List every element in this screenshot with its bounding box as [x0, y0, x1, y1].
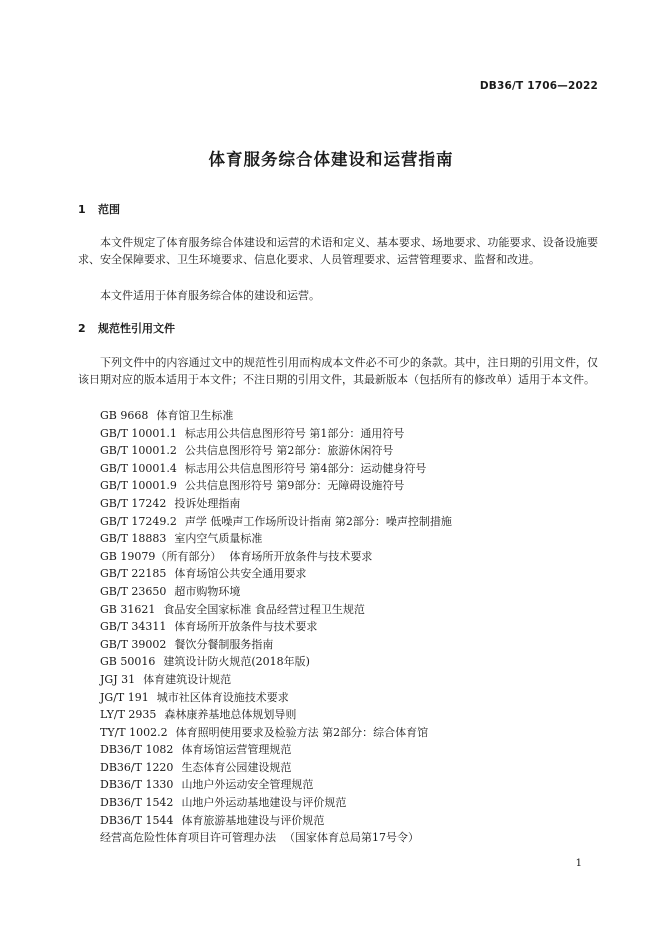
- reference-item: [100, 425, 452, 443]
- reference-title: 标志用公共信息图形符号 第1部分：通用符号: [184, 426, 405, 440]
- reference-title: 城市社区体育设施技术要求: [156, 690, 289, 704]
- scope-applicability-paragraph: 本文件适用于体育服务综合体的建设和运营。: [100, 289, 320, 302]
- reference-title: 生态体育公园建设规范: [181, 760, 292, 774]
- reference-item: [100, 794, 452, 812]
- reference-title: 森林康养基地总体规划导则: [164, 708, 297, 722]
- reference-code: DB36/T 1220: [100, 760, 174, 774]
- reference-title: 餐饮分餐制服务指南: [174, 637, 274, 651]
- reference-code: GB/T 17249.2: [100, 514, 177, 528]
- reference-code: DB36/T 1544: [100, 813, 174, 827]
- reference-item: [100, 706, 452, 724]
- reference-code: GB 9668: [100, 409, 149, 422]
- reference-item: [100, 565, 452, 583]
- reference-code: GB/T 22185: [100, 567, 167, 581]
- section-title: 范围: [98, 203, 120, 216]
- reference-code: DB36/T 1330: [100, 778, 174, 792]
- reference-item: [100, 653, 452, 671]
- references-intro-paragraph: 下列文件中的内容通过文中的规范性引用而构成本文件必不可少的条款。其中，注日期的引用文件，仅该日期对应的版本适用于本文件；不注日期的引用文件，其最新版本（包括所有的修改单）适用于本文件。: [78, 356, 598, 386]
- reference-title: 超市购物环境: [174, 584, 241, 598]
- reference-title: 体育照明使用要求及检验方法 第2部分：综合体育馆: [175, 725, 429, 739]
- reference-item: [100, 776, 452, 794]
- standard-code: DB36/T 1706—2022: [479, 80, 598, 92]
- section-heading-normative-references: [78, 320, 175, 336]
- reference-item: [100, 442, 452, 460]
- reference-code: GB/T 23650: [100, 584, 167, 598]
- reference-title: 声学 低噪声工作场所设计指南 第2部分：噪声控制措施: [184, 514, 452, 528]
- reference-code: GB/T 34311: [100, 620, 167, 634]
- reference-item: [100, 460, 452, 478]
- reference-item: [100, 477, 452, 495]
- reference-item: [100, 741, 452, 759]
- reference-title: 投诉处理指南: [174, 496, 241, 510]
- reference-code: GB/T 10001.2: [100, 444, 177, 458]
- reference-title: 体育场馆公共安全通用要求: [174, 567, 307, 581]
- reference-item: [100, 407, 452, 425]
- reference-item: [100, 618, 452, 636]
- reference-code: JGJ 31: [100, 672, 136, 686]
- reference-title: 体育馆卫生标准: [156, 409, 234, 422]
- page-number: 1: [575, 858, 582, 869]
- reference-title: 公共信息图形符号 第9部分：无障碍设施符号: [184, 479, 405, 493]
- reference-item: [100, 548, 452, 566]
- section-number: 2: [78, 322, 86, 335]
- reference-item: [100, 513, 452, 531]
- reference-item: [100, 812, 452, 830]
- reference-code: GB/T 10001.4: [100, 461, 177, 475]
- reference-code: GB/T 18883: [100, 532, 167, 546]
- section-title: 规范性引用文件: [98, 322, 175, 335]
- reference-code: 经营高危险性体育项目许可管理办法: [100, 831, 276, 845]
- reference-title: 山地户外运动基地建设与评价规范: [181, 796, 347, 810]
- reference-item: [100, 601, 452, 619]
- reference-title: 建筑设计防火规范(2018年版): [163, 655, 310, 669]
- reference-title: 标志用公共信息图形符号 第4部分：运动健身符号: [184, 461, 427, 475]
- reference-code: GB/T 17242: [100, 496, 167, 510]
- reference-item: [100, 583, 452, 601]
- reference-item: [100, 724, 452, 742]
- reference-item: [100, 829, 452, 847]
- reference-code: LY/T 2935: [100, 708, 157, 722]
- reference-code: GB 19079（所有部分）: [100, 549, 222, 563]
- reference-title: 体育建筑设计规范: [143, 672, 232, 686]
- reference-item: [100, 689, 452, 707]
- reference-item: [100, 530, 452, 548]
- reference-item: [100, 636, 452, 654]
- reference-item: [100, 495, 452, 513]
- reference-title: 室内空气质量标准: [174, 532, 263, 546]
- reference-code: TY/T 1002.2: [100, 725, 168, 739]
- reference-code: GB/T 10001.1: [100, 426, 177, 440]
- section-number: 1: [78, 203, 86, 216]
- reference-title: 体育旅游基地建设与评价规范: [181, 813, 325, 827]
- reference-code: DB36/T 1082: [100, 743, 174, 757]
- reference-code: GB 50016: [100, 655, 156, 669]
- reference-code: DB36/T 1542: [100, 796, 174, 810]
- section-heading-scope: [78, 201, 120, 217]
- reference-code: GB 31621: [100, 602, 156, 616]
- scope-paragraph: 本文件规定了体育服务综合体建设和运营的术语和定义、基本要求、场地要求、功能要求、设备设施要求、安全保障要求、卫生环境要求、信息化要求、人员管理要求、运营管理要求、监督和改进。: [78, 236, 598, 266]
- reference-code: GB/T 10001.9: [100, 479, 177, 493]
- reference-title: 体育场馆运营管理规范: [181, 743, 292, 757]
- reference-title: 体育场所开放条件与技术要求: [229, 549, 373, 563]
- reference-title: 体育场所开放条件与技术要求: [174, 620, 318, 634]
- document-title: 体育服务综合体建设和运营指南: [208, 150, 454, 169]
- reference-title: （国家体育总局第17号令）: [284, 831, 419, 845]
- reference-item: [100, 671, 452, 689]
- reference-item: [100, 759, 452, 777]
- reference-code: GB/T 39002: [100, 637, 167, 651]
- reference-title: 山地户外运动安全管理规范: [181, 778, 314, 792]
- reference-code: JG/T 191: [100, 690, 149, 704]
- reference-title: 食品安全国家标准 食品经营过程卫生规范: [163, 602, 365, 616]
- reference-list: [100, 407, 452, 847]
- reference-title: 公共信息图形符号 第2部分：旅游休闲符号: [184, 444, 394, 458]
